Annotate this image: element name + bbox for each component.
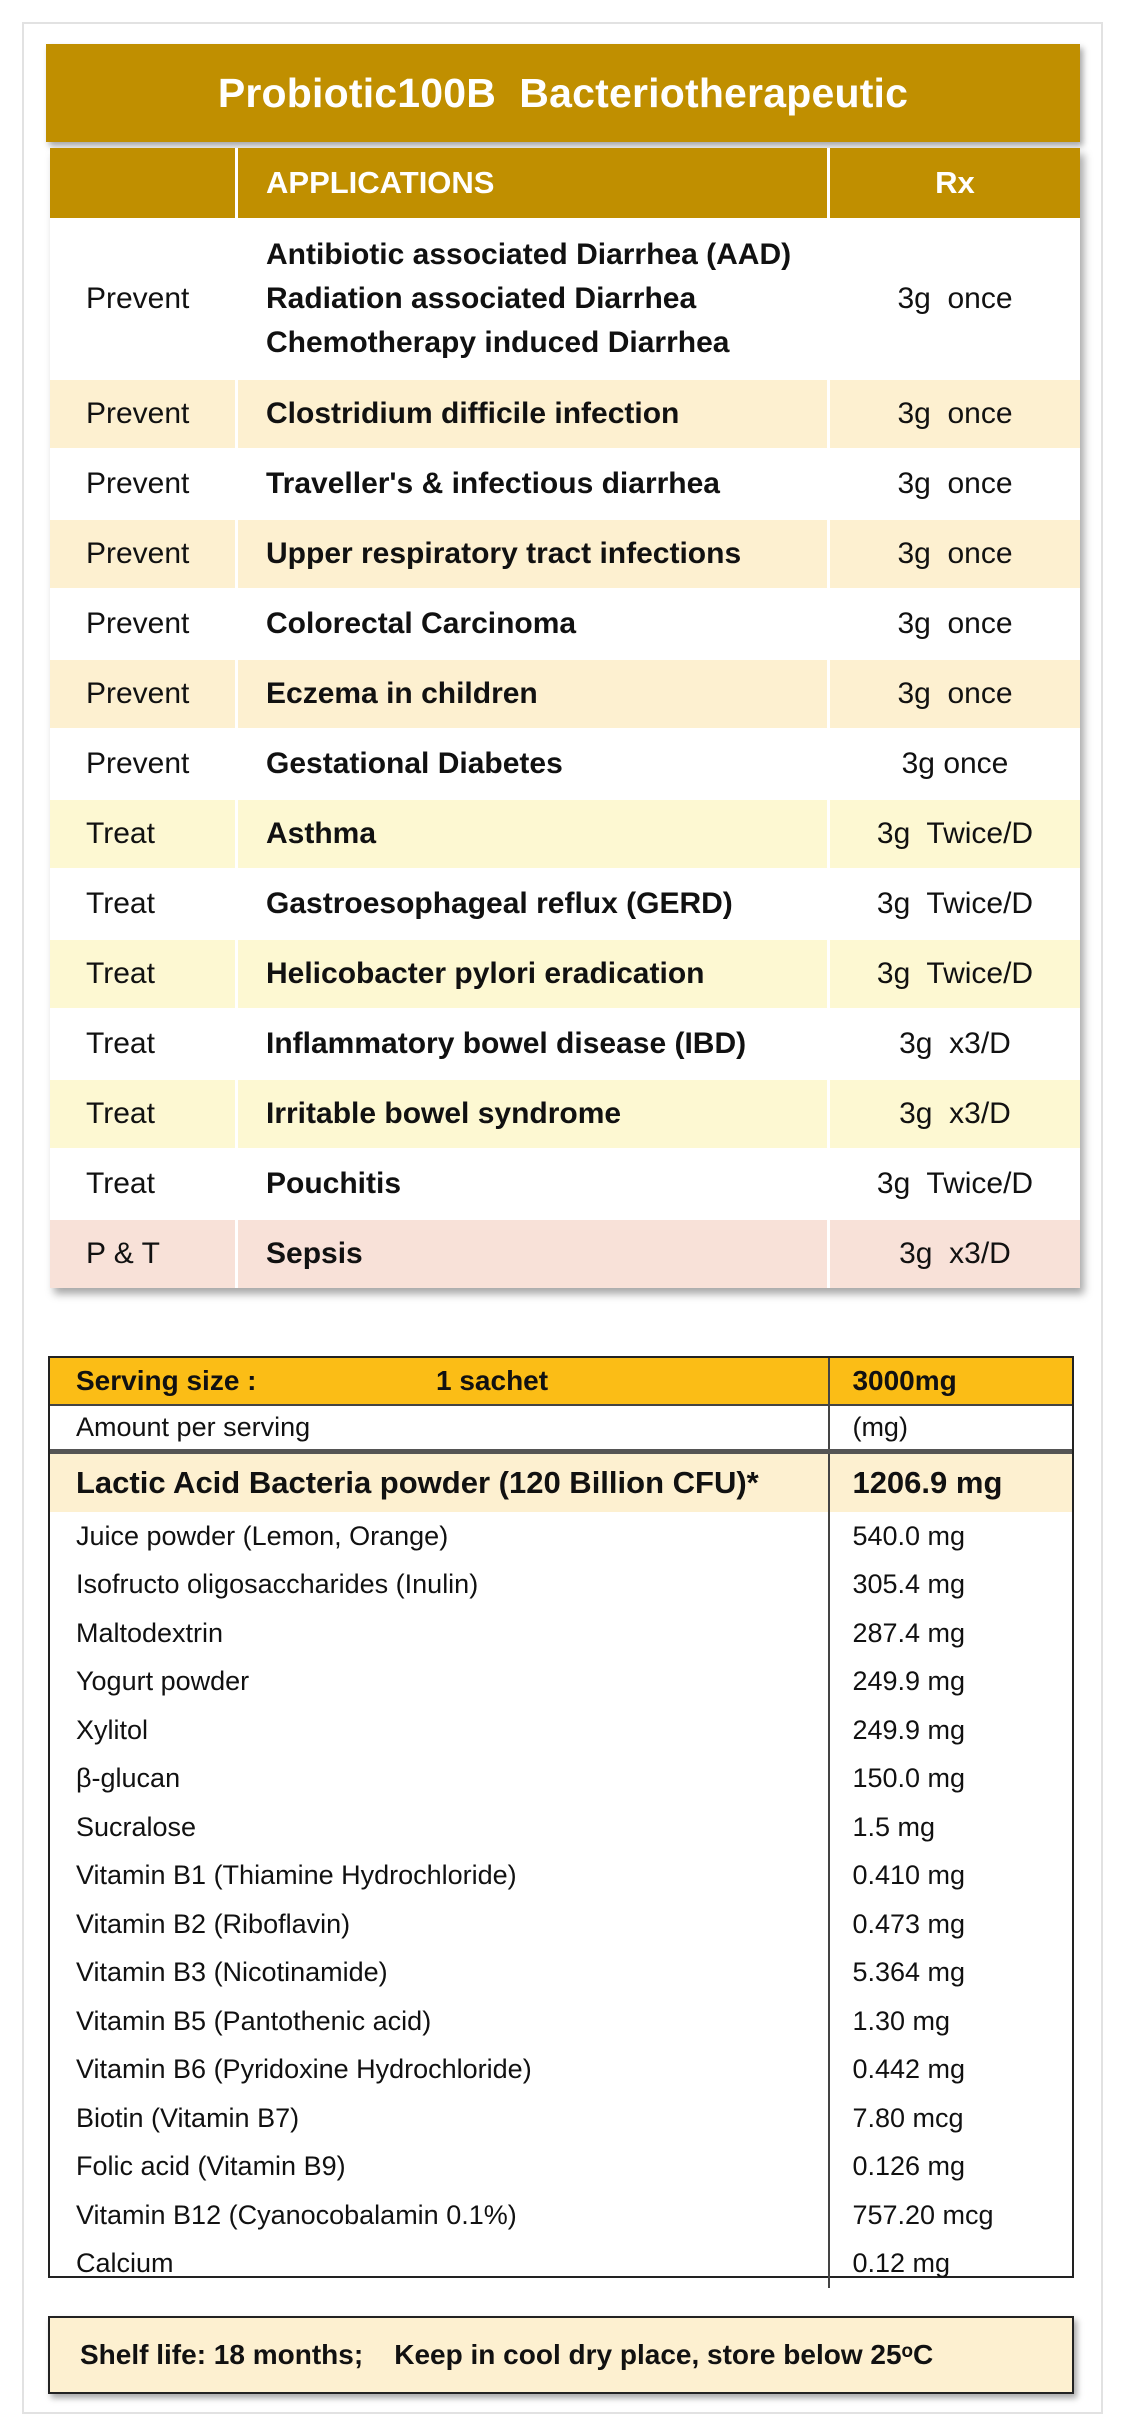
ingredient-name: Vitamin B6 (Pyridoxine Hydrochloride) (76, 2054, 532, 2085)
ingredient-amount: 305.4 mg (828, 1561, 1072, 1610)
ingredient-name: Biotin (Vitamin B7) (76, 2102, 300, 2133)
applications-header (50, 148, 1080, 218)
row-rx: 3g Twice/D (876, 887, 1034, 920)
application-row (50, 868, 1080, 938)
row-application: Irritable bowel syndrome (238, 1080, 830, 1148)
row-application: Clostridium difficile infection (238, 380, 830, 448)
ingredient-row (50, 1658, 1072, 1707)
applications-table (50, 148, 1080, 1288)
ingredient-amount: 0.126 mg (828, 2143, 1072, 2192)
ingredient-amount: 150.0 mg (828, 1755, 1072, 1804)
shelf-life-note: Shelf life: 18 months; Keep in cool dry place, store below 25ᵒC (48, 2316, 1074, 2394)
ingredient-row (50, 1949, 1072, 1998)
amount-unit: (mg) (828, 1406, 1072, 1449)
ingredient-row (50, 1561, 1072, 1610)
ingredient-row (50, 1609, 1072, 1658)
application-row (50, 378, 1080, 448)
serving-label: Serving size : (76, 1365, 257, 1396)
ingredient-name: Folic acid (Vitamin B9) (76, 2151, 346, 2182)
row-rx: 3g x3/D (899, 1027, 1011, 1060)
ingredient-amount: 540.0 mg (828, 1512, 1072, 1561)
amount-row (50, 1406, 1072, 1454)
main-ingredient-row (50, 1454, 1072, 1512)
row-rx: 3g once (897, 467, 1013, 500)
row-application: Eczema in children (238, 660, 830, 728)
application-row (50, 1148, 1080, 1218)
ingredient-amount: 0.442 mg (828, 2046, 1072, 2095)
ingredient-list (50, 1512, 1072, 2288)
ingredient-name: Maltodextrin (76, 1617, 224, 1648)
row-action: P & T (50, 1220, 238, 1288)
ingredient-amount: 7.80 mcg (828, 2094, 1072, 2143)
ingredient-amount: 1.5 mg (828, 1803, 1072, 1852)
row-application: Upper respiratory tract infections (238, 520, 830, 588)
ingredient-name: Calcium (76, 2248, 174, 2279)
application-row (50, 1218, 1080, 1288)
serving-row (50, 1358, 1072, 1406)
application-row (50, 588, 1080, 658)
header-rx: Rx (935, 165, 975, 200)
ingredient-row (50, 2240, 1072, 2289)
row-rx: 3g once (897, 607, 1013, 640)
row-action: Treat (50, 1010, 238, 1078)
row-rx: 3g once (901, 747, 1009, 780)
row-application: Gastroesophageal reflux (GERD) (238, 870, 830, 938)
row-action: Prevent (50, 450, 238, 518)
ingredient-name: Yogurt powder (76, 1666, 250, 1697)
ingredient-row (50, 1512, 1072, 1561)
ingredient-amount: 249.9 mg (828, 1658, 1072, 1707)
ingredient-amount: 249.9 mg (828, 1706, 1072, 1755)
ingredient-name: Isofructo oligosaccharides (Inulin) (76, 1569, 479, 1600)
ingredient-name: Vitamin B3 (Nicotinamide) (76, 1957, 388, 1988)
page-title: Probiotic100B Bacteriotherapeutic (46, 44, 1080, 142)
ingredient-row (50, 2046, 1072, 2095)
application-row (50, 1008, 1080, 1078)
main-ingredient-name: Lactic Acid Bacteria powder (120 Billion CFU)* (76, 1465, 759, 1500)
row-application: Colorectal Carcinoma (238, 590, 830, 658)
row-application: Sepsis (238, 1220, 830, 1288)
row-rx: 3g once (897, 677, 1013, 710)
applications-rows (50, 218, 1080, 1288)
ingredient-name: Xylitol (76, 1714, 149, 1745)
ingredient-row (50, 1706, 1072, 1755)
ingredient-name: Juice powder (Lemon, Orange) (76, 1520, 449, 1551)
row-application: Inflammatory bowel disease (IBD) (238, 1010, 830, 1078)
row-rx: 3g once (897, 397, 1013, 430)
row-action: Treat (50, 800, 238, 868)
application-row (50, 938, 1080, 1008)
header-blank (50, 148, 238, 218)
ingredient-amount: 1.30 mg (828, 1997, 1072, 2046)
row-action: Prevent (50, 220, 238, 378)
row-action: Treat (50, 1080, 238, 1148)
row-action: Treat (50, 870, 238, 938)
application-row (50, 448, 1080, 518)
application-row (50, 518, 1080, 588)
row-action: Prevent (50, 730, 238, 798)
application-row (50, 728, 1080, 798)
ingredient-row (50, 1852, 1072, 1901)
ingredient-amount: 757.20 mcg (828, 2191, 1072, 2240)
row-rx: 3g Twice/D (876, 817, 1034, 850)
ingredient-row (50, 1900, 1072, 1949)
row-action: Treat (50, 940, 238, 1008)
amount-label: Amount per serving (76, 1412, 311, 1442)
row-action: Prevent (50, 380, 238, 448)
header-applications: APPLICATIONS (238, 148, 830, 218)
application-row (50, 658, 1080, 728)
ingredient-name: Vitamin B12 (Cyanocobalamin 0.1%) (76, 2199, 517, 2230)
row-rx: 3g once (897, 282, 1013, 315)
row-application: Asthma (238, 800, 830, 868)
row-rx: 3g x3/D (899, 1097, 1011, 1130)
ingredient-amount: 0.473 mg (828, 1900, 1072, 1949)
row-application: Helicobacter pylori eradication (238, 940, 830, 1008)
ingredient-amount: 287.4 mg (828, 1609, 1072, 1658)
ingredient-name: Vitamin B2 (Riboflavin) (76, 1908, 351, 1939)
ingredient-name: Sucralose (76, 1811, 197, 1842)
row-application: Pouchitis (238, 1150, 830, 1218)
row-rx: 3g Twice/D (876, 1167, 1034, 1200)
ingredient-row (50, 1803, 1072, 1852)
application-row (50, 1078, 1080, 1148)
nutrition-facts (48, 1356, 1074, 2278)
row-application: Gestational Diabetes (238, 730, 830, 798)
serving-size: 1 sachet (436, 1365, 549, 1396)
row-action: Prevent (50, 660, 238, 728)
row-rx: 3g once (897, 537, 1013, 570)
row-application: Antibiotic associated Diarrhea (AAD) Radiation associated Diarrhea Chemotherapy induced Diarrhea (238, 220, 830, 378)
main-ingredient-amount: 1206.9 mg (828, 1454, 1072, 1512)
serving-amount: 3000mg (828, 1358, 1072, 1404)
ingredient-name: β-glucan (76, 1763, 181, 1794)
ingredient-row (50, 1755, 1072, 1804)
row-action: Prevent (50, 590, 238, 658)
ingredient-name: Vitamin B1 (Thiamine Hydrochloride) (76, 1860, 517, 1891)
row-rx: 3g x3/D (899, 1237, 1011, 1270)
ingredient-name: Vitamin B5 (Pantothenic acid) (76, 2005, 432, 2036)
ingredient-amount: 0.12 mg (828, 2240, 1072, 2289)
ingredient-amount: 0.410 mg (828, 1852, 1072, 1901)
row-action: Treat (50, 1150, 238, 1218)
ingredient-row (50, 2191, 1072, 2240)
application-row (50, 218, 1080, 378)
ingredient-row (50, 1997, 1072, 2046)
ingredient-row (50, 2094, 1072, 2143)
ingredient-amount: 5.364 mg (828, 1949, 1072, 1998)
row-application: Traveller's & infectious diarrhea (238, 450, 830, 518)
row-rx: 3g Twice/D (876, 957, 1034, 990)
application-row (50, 798, 1080, 868)
row-action: Prevent (50, 520, 238, 588)
ingredient-row (50, 2143, 1072, 2192)
